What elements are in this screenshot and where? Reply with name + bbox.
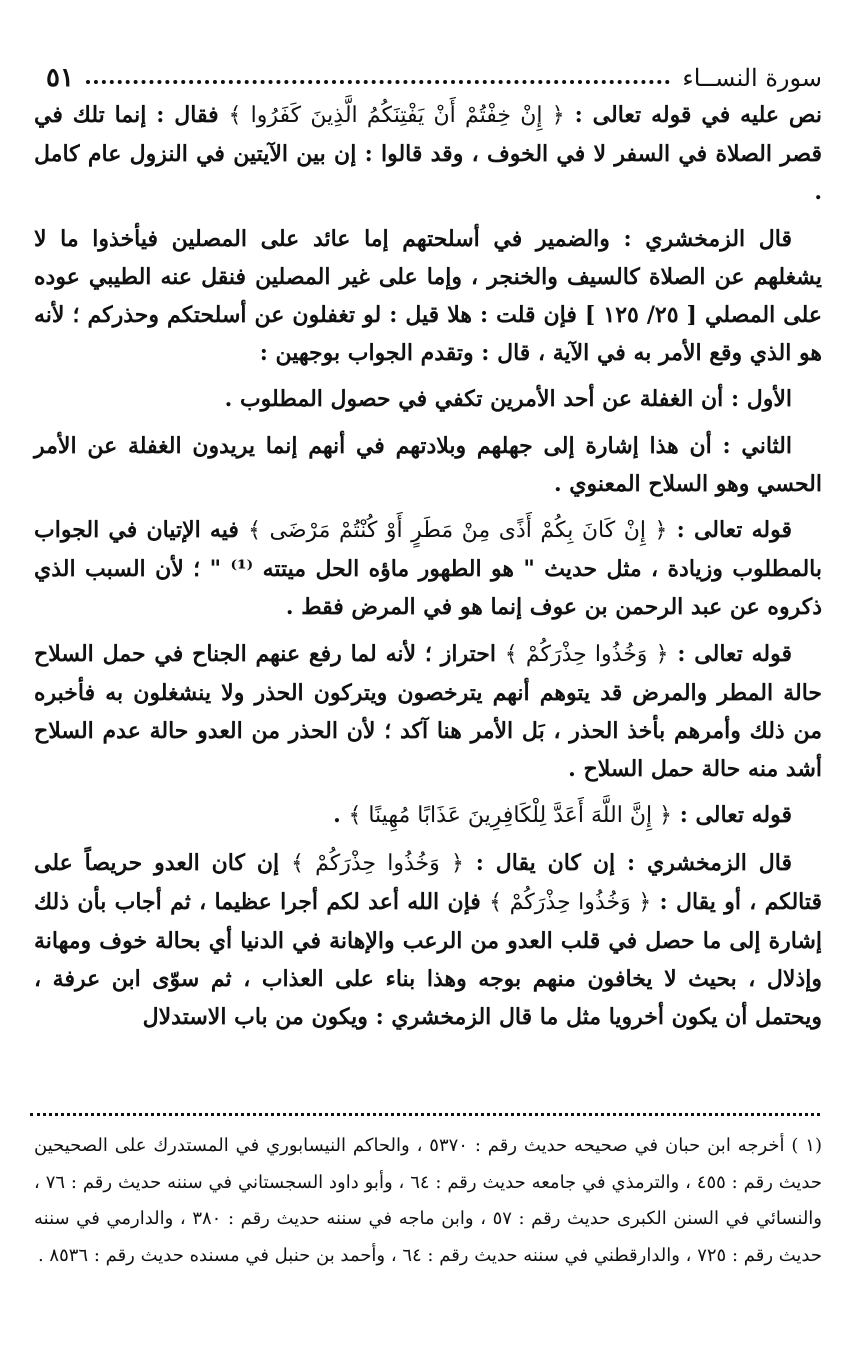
text-run: . [333, 802, 349, 829]
text-run: نص عليه في قوله تعالى : [564, 102, 822, 128]
text-run: إن كان العدو حريصاً على قتالكم ، أو يقال : [34, 849, 823, 915]
text-run: الأول : أن الغفلة عن أحد الأمرين تكفي في حصول المطلوب . [224, 386, 792, 413]
text-run: قوله تعالى : [668, 640, 792, 667]
quran-verse: ﴿ وَخُذُوا حِذْرَكُمْ ﴾ [291, 850, 464, 876]
paragraph [34, 220, 822, 373]
quran-verse: ﴿ وَخُذُوا حِذْرَكُمْ ﴾ [504, 641, 669, 667]
quran-verse: ﴿ إِنَّ اللَّهَ أَعَدَّ لِلْكَافِرِينَ عَذَابًا مُهِينًا ﴾ [348, 803, 673, 829]
quran-verse: ﴿ إِنْ خِفْتُمْ أَنْ يَفْتِنَكُمُ الَّذِينَ كَفَرُوا ﴾ [228, 103, 565, 128]
text-run: فيه الإتيان في الجواب بالمطلوب وزيادة ، مثل حديث " هو الطهور ماؤه الحل ميتته ⁽¹⁾ " ؛ لأن السبب الذي ذكروه عن عبد الرحمن بن عوف إنما هو في المرض فقط . [34, 517, 822, 621]
running-header [34, 60, 822, 96]
paragraph [34, 511, 822, 627]
paragraph [34, 844, 822, 1037]
paragraph [34, 796, 822, 835]
text-run: فإن الله أعد لكم أجرا عظيما ، ثم أجاب بأن ذلك إشارة إلى ما حصل في قلب العدو من الرعب والإهانة في الدنيا أي بحالة خوف ومهانة وإذلال ، بحيث لا يخافون منهم بوجه وهذا بناء على العذاب ، ثم سوّى ابن عرفة ، ويحتمل أن يكون أخرويا مثل ما قال الزمخشري : ويكون من باب الاستدلال [34, 888, 822, 1031]
paragraph [34, 96, 822, 212]
text-run: قوله تعالى : [667, 517, 792, 544]
text-run: الثاني : أن هذا إشارة إلى جهلهم وبلادتهم في أنهم إنما يريدون الغفلة عن الأمر الحسي وهو السلاح المعنوي . [34, 432, 822, 497]
text-run: قال الزمخشري : إن كان يقال : [463, 849, 792, 876]
text-run: قال الزمخشري : والضمير في أسلحتهم إما عائد على المصلين فيأخذوا ما لا يشغلهم عن الصلاة كالسيف والخنجر ، وإما على غير المصلين فنقل عنه الطيبي عوده على المصلي [ ٢٥/ ١٢٥ ] فإن قلت : هلا قيل : لو تغفلون عن أسلحتكم وحذركم ؛ لأنه هو الذي وقع الأمر به في الآية ، قال : وتقدم الجواب بوجهين : [34, 225, 822, 367]
surah-title: سورة النســاء [682, 64, 822, 92]
quran-verse: ﴿ إِنْ كَانَ بِكُمْ أَذًى مِنْ مَطَرٍ أَوْ كُنْتُمْ مَرْضَى ﴾ [248, 518, 668, 544]
page-number: ٥١ [46, 63, 74, 93]
footnotes [34, 1128, 822, 1274]
header-dotted-rule [86, 80, 670, 84]
paragraph [34, 427, 822, 503]
main-text [34, 96, 822, 1037]
quran-verse: ﴿ وَخُذُوا حِذْرَكُمْ ﴾ [489, 889, 652, 915]
footnote-1: (١ ) أخرجه ابن حبان في صحيحه حديث رقم : ٥٣٧٠ ، والحاكم النيسابوري في المستدرك على الصحيحين حديث رقم : ٤٥٥ ، والترمذي في جامعه حديث رقم : ٦٤ ، وأبو داود السجستاني في سننه حديث رقم : ٧٦ ، والنسائي في السنن الكبرى حديث رقم : ٥٧ ، وابن ماجه في سننه حديث رقم : ٣٨٠ ، والدارمي في سننه حديث رقم : ٧٢٥ ، والدارقطني في سننه حديث رقم : ٦٤ ، وأحمد بن حنبل في مسنده حديث رقم : ٨٥٣٦ . [34, 1135, 823, 1266]
paragraph [34, 380, 822, 418]
text-run: قوله تعالى : [672, 802, 792, 829]
paragraph [34, 635, 822, 789]
text-run: احتراز ؛ لأنه لما رفع عنهم الجناح في حمل السلاح حالة المطر والمرض قد يتوهم أنهم يترخصون ويتركون الحذر ولا ينشغلون به فأخبره من ذلك وأمرهم بأخذ الحذر ، بَل الأمر هنا آكد ؛ لأن الحذر من العدو حالة عدم السلاح أشد منه حالة حمل السلاح . [34, 640, 822, 783]
footnote-separator [30, 1113, 820, 1116]
text-run: فقال : إنما تلك في قصر الصلاة في السفر لا في الخوف ، وقد قالوا : إن بين الآيتين في النزول عام كامل . [34, 102, 822, 206]
